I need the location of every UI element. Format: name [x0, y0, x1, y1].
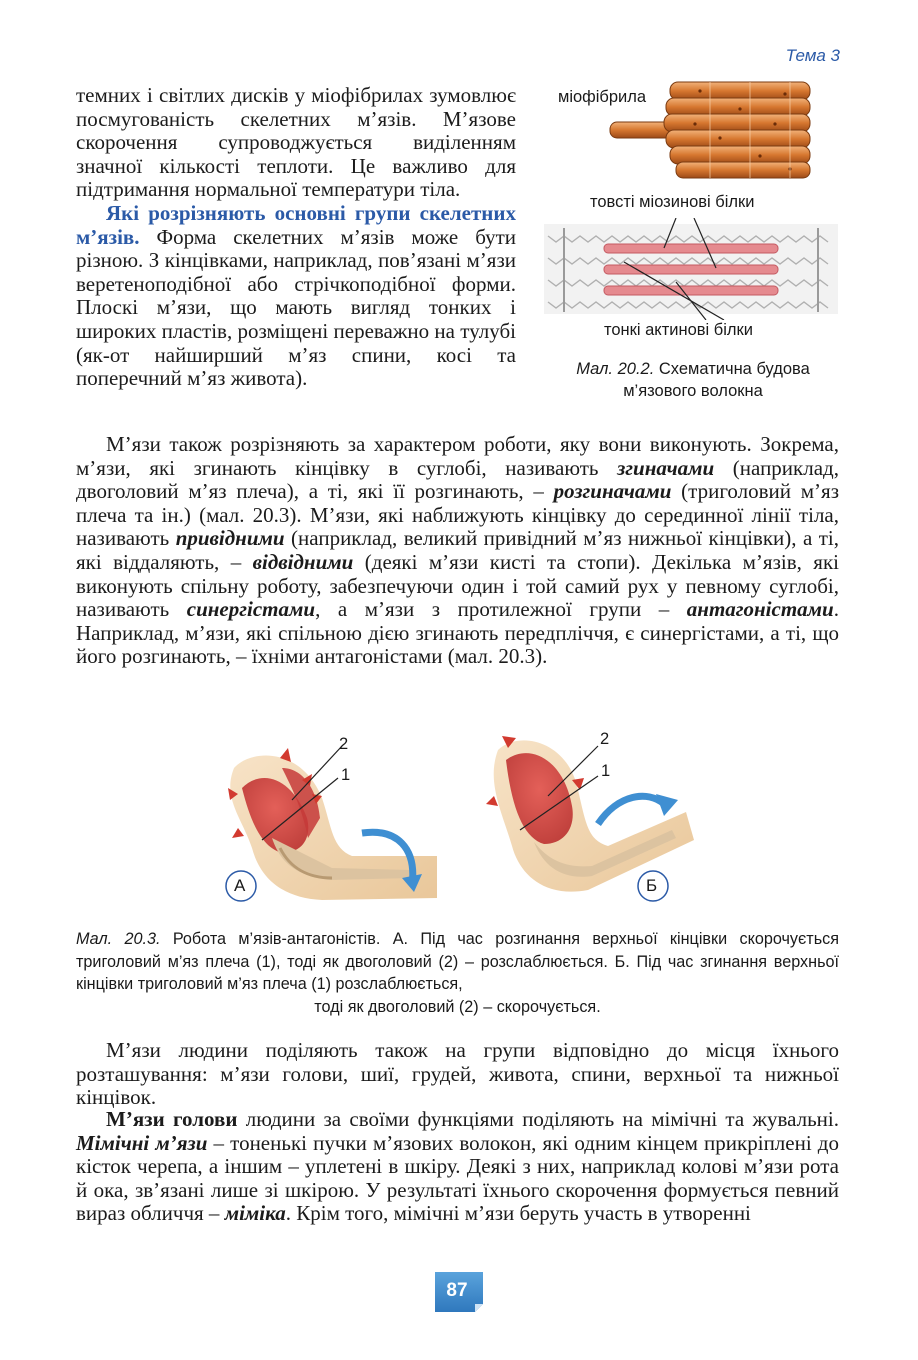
- work-text-7: . Наприклад, м’язи, які спільною дією згинають передпліччя, є синергістами, а ті, що його розгинають, – їхніми антагоністами (мал. 20.3).: [76, 597, 839, 669]
- figure-20-2-caption: [548, 358, 838, 402]
- label-triceps-b: 1: [601, 762, 611, 780]
- muscle-shape-text: Форма скелетних м’язів може бути різною. З кінцівками, наприклад, пов’язані м’язи веретеноподібної або стрічкоподібної форми. Плоскі м’язи, що мають вигляд тонких і широких пластів, розміщені переважно на тулубі (як-от найширший м’яз спини, косі та поперечний м’яз живота).: [76, 224, 516, 391]
- left-column-text: [76, 84, 516, 391]
- label-biceps-a: 2: [339, 735, 349, 753]
- figure-20-3-text-end: тоді як двоголовий (2) – скорочується.: [314, 997, 601, 1016]
- term-mimic-muscles: Мімічні м’язи: [76, 1130, 208, 1155]
- figure-20-3-caption: [76, 928, 839, 1018]
- paragraph-location: [76, 1039, 839, 1110]
- figure-20-3-text: Робота м’язів-антагоністів. А. Під час розгинання верхньої кінцівки скорочується триголовий м’яз плеча (1), тоді як двоголовий (2) – розслаблюється. Б. Під час згинання верхньої кінцівки триголовий м’яз плеча (1) розслаблюється,: [76, 930, 839, 993]
- head-muscles-lead: М’язи голови: [106, 1107, 238, 1131]
- badge-b-label: Б: [646, 876, 658, 895]
- work-text-5: (деякі м’язи кисті та стопи). Декілька м’язів, які виконують спільну роботу, забезпечуючи один і той самий рух у певному суглобі, називають: [76, 549, 839, 622]
- work-text-4: (наприклад, великий привідний м’яз нижньої кінцівки), а ті, які віддаляють, –: [76, 526, 840, 574]
- term-synergists: синергістами: [186, 597, 316, 622]
- term-flexors: згиначами: [617, 455, 715, 480]
- work-text-3: (триголовий м’яз плеча та ін.) (мал. 20.3). М’язи, які наближують кінцівку до серединної лінії тіла, називають: [76, 479, 839, 551]
- work-text-1: М’язи також розрізняють за характером роботи, яку вони виконують. Зокрема, м’язи, які згинають кінцівку в суглобі, називають: [76, 432, 839, 480]
- question-heading: Які розрізняють основні групи скелетних м’язів.: [76, 200, 516, 249]
- page-number: 87: [446, 1280, 468, 1301]
- label-triceps-a: 1: [341, 766, 351, 784]
- sarcomere-schematic: [544, 218, 838, 320]
- work-text-6: , а м’язи з протилежної групи –: [315, 597, 687, 622]
- term-adductors: привідними: [175, 526, 285, 551]
- location-text: М’язи людини поділяють також на групи відповідно до місця їхнього розташування: м’язи голови, шиї, грудей, живота, спини, верхньої та нижньої кінцівок.: [76, 1038, 839, 1110]
- label-biceps-b: 2: [600, 730, 610, 748]
- term-antagonists: антагоністами: [686, 597, 834, 622]
- theme-label: Тема 3: [785, 46, 840, 65]
- paragraph-work-types: [76, 433, 839, 669]
- paragraph-muscle-groups: [76, 202, 516, 391]
- myofibril-label: міофібрила: [558, 88, 647, 106]
- head-text-2: – тоненькі пучки м’язових волокон, які одним кінцем прикріплені до кісток черепа, а іншим – уплетені в шкіру. Деякі з них, наприклад колові м’язи рота й ока, зв’язані лише зі шкірою. У результаті їхнього скорочення формується певний вираз обличчя –: [76, 1130, 839, 1226]
- paragraph-head-muscles: [76, 1108, 839, 1226]
- figure-20-3-number: Мал. 20.3.: [76, 930, 161, 948]
- thick-myosin-label: товсті міозинові білки: [590, 193, 755, 211]
- paragraph-discs: темних і світлих дисків у міофібрилах зумовлює посмугованість скелетних м’язів. М’язове скорочення супроводжується виділенням значної кількості теплоти. Це важливо для підтримання нормальної температури тіла.: [76, 83, 516, 202]
- term-mimicry: міміка: [224, 1201, 286, 1226]
- figure-20-2-text: Схематична будова м’язового волокна: [623, 360, 810, 400]
- term-extensors: розгиначами: [553, 479, 672, 504]
- term-abductors: відвідними: [252, 549, 354, 574]
- head-text-3: . Крім того, мімічні м’язи беруть участь в утворенні: [285, 1201, 751, 1226]
- thin-actin-label: тонкі актинові білки: [604, 321, 753, 339]
- work-text-2: (наприклад, двоголовий м’яз плеча), а ті, які її розгинають, –: [76, 455, 839, 504]
- badge-a-label: А: [234, 876, 246, 895]
- head-text-1: людини за своїми функціями поділяють на мімічні та жувальні.: [237, 1107, 839, 1131]
- figure-20-2-number: Мал. 20.2.: [576, 360, 655, 378]
